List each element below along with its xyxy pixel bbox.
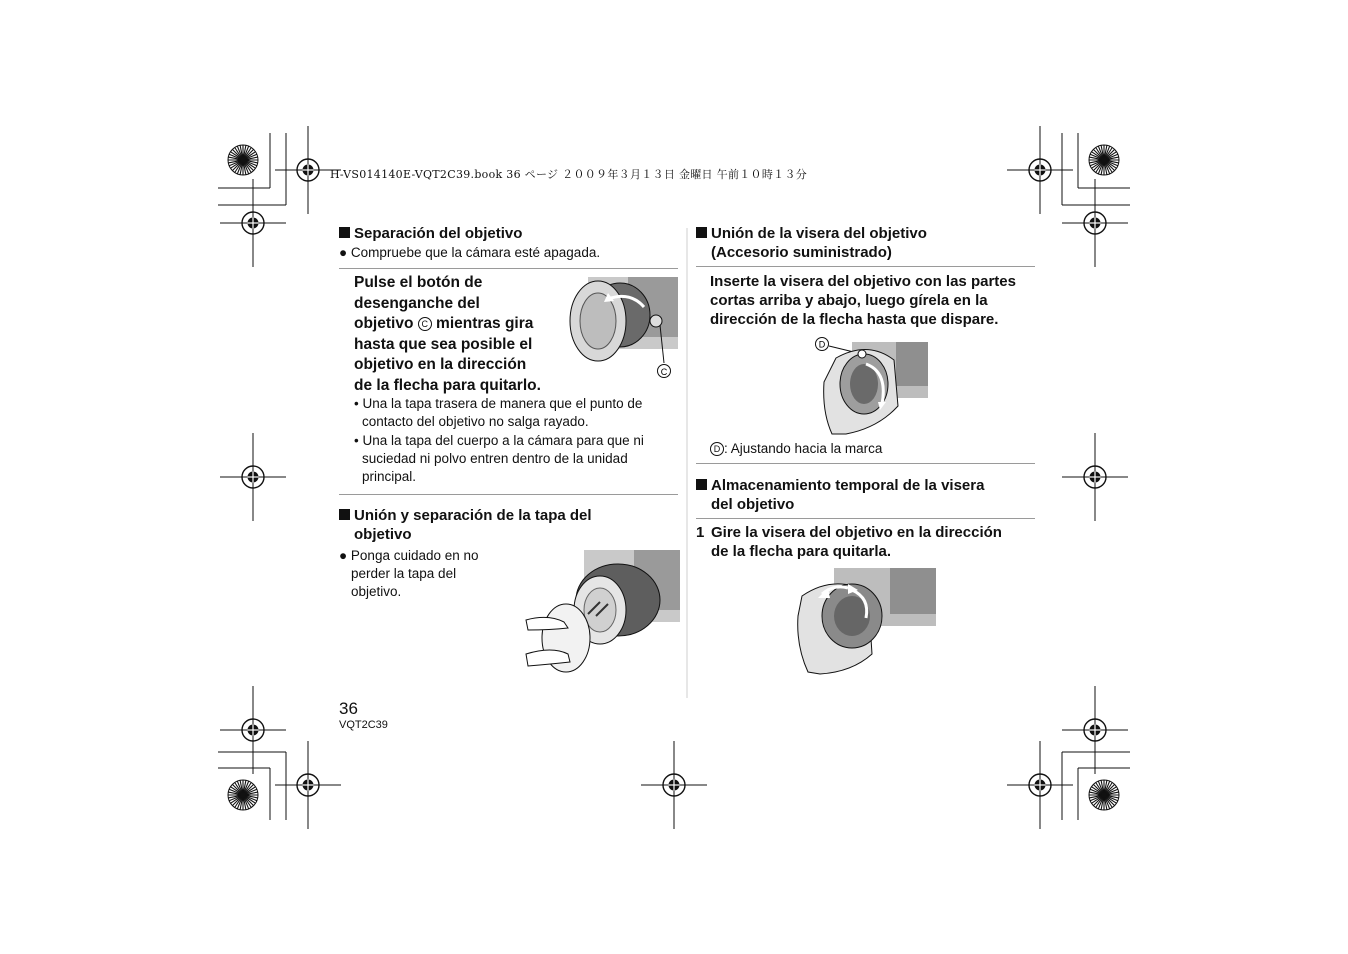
callout-d-icon: D xyxy=(710,442,724,456)
square-bullet-icon xyxy=(339,227,350,238)
step-hood-remove: 1 Gire la visera del objetivo en la dirección de la flecha para quitarla. xyxy=(696,524,1002,560)
step-lens-release: Pulse el botón de desenganche del objetivo C mientras gira hasta que sea posible el objetivo en la dirección de la flecha para quitarlo. xyxy=(354,274,541,394)
divider xyxy=(696,518,1035,519)
hood-attach-illustration xyxy=(812,336,930,438)
callout-c-label: C xyxy=(660,367,668,377)
bullet-camera-off: ● Compruebe que la cámara esté apagada. xyxy=(339,245,601,260)
hood-remove-illustration xyxy=(794,566,938,676)
section-title-lens-removal: Separación del objetivo xyxy=(339,224,522,243)
doc-code: VQT2C39 xyxy=(339,719,388,731)
lens-cap-illustration xyxy=(524,550,680,676)
divider xyxy=(339,494,678,495)
square-bullet-icon xyxy=(696,227,707,238)
section-title-lens-cap: Unión y separación de la tapa del objetivo xyxy=(339,506,592,544)
step-number: 1 xyxy=(696,524,705,541)
note-body-cap: • Una la tapa del cuerpo a la cámara para que ni suciedad ni polvo entren dentro de la unidad principal. xyxy=(354,433,644,484)
bullet-lens-cap: ● Ponga cuidado en no perder la tapa del objetivo. xyxy=(339,548,479,599)
divider xyxy=(696,463,1035,464)
square-bullet-icon xyxy=(339,509,350,520)
section-title-hood-attach: Unión de la visera del objetivo (Accesorio suministrado) xyxy=(696,224,927,262)
dot-bullet-icon: ● xyxy=(339,548,348,563)
dot-bullet-icon: ● xyxy=(339,245,348,260)
divider xyxy=(696,266,1035,267)
callout-d-label: D xyxy=(818,339,826,350)
caption-adjust-mark: D : Ajustando hacia la marca xyxy=(710,440,882,458)
step-hood-insert: Inserte la visera del objetivo con las partes cortas arriba y abajo, luego gírela en la dirección de la flecha hasta que dispare. xyxy=(710,273,1016,328)
callout-c-icon: C xyxy=(418,317,432,331)
page-number: 36 xyxy=(339,699,358,718)
note-rear-cap: • Una la tapa trasera de manera que el punto de contacto del objetivo no salga rayado. xyxy=(354,396,643,429)
divider xyxy=(339,268,678,269)
print-header: H-VS014140E-VQT2C39.book 36 ページ ２００９年３月１３日 金曜日 午前１０時１３分 xyxy=(330,168,808,181)
lens-removal-illustration xyxy=(568,277,680,382)
section-title-hood-storage: Almacenamiento temporal de la visera del objetivo xyxy=(696,476,984,514)
square-bullet-icon xyxy=(696,479,707,490)
